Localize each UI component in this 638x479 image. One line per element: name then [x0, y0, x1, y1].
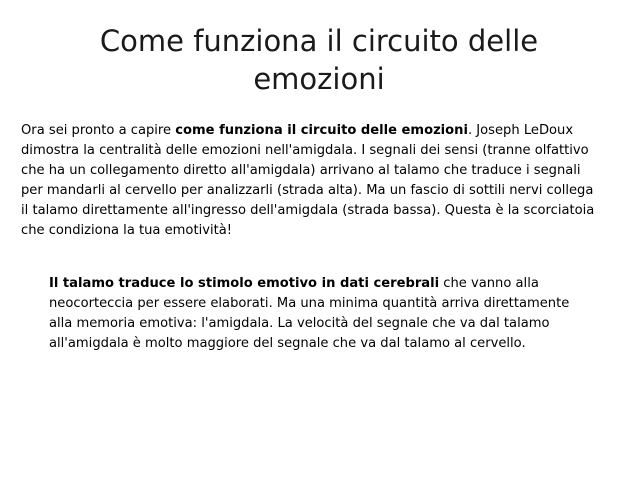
paragraph-1-intro: Ora sei pronto a capire [21, 123, 176, 138]
paragraph-1-bold: come funziona il circuito delle emozioni [175, 123, 468, 138]
paragraph-2-bold: Il talamo traduce lo stimolo emotivo in dati cerebrali [49, 276, 440, 291]
paragraph-2-body: che vanno alla neocorteccia per essere elaborati. Ma una minima quantità arriva direttamente alla memoria emotiva: l'amigdala. La velocità del segnale che va dal talamo all'amigdala è molto maggiore del segnale che va dal talamo al cervello. [49, 276, 570, 351]
slide-title: Come funziona il circuito delle emozioni [99, 24, 539, 96]
paragraph-1-body: . Joseph LeDoux dimostra la centralità delle emozioni nell'amigdala. I segnali dei sensi (tranne olfattivo che ha un collegamento diretto all'amigdala) arrivano al talamo che traduce i segnali per mandarli al cervello per analizzarli (strada alta). Ma un fascio di sottili nervi collega il talamo direttamente all'ingresso dell'amigdala (strada bassa). Questa è la scorciatoia che condiziona la tua emotività! [21, 123, 595, 238]
paragraph-talamo [49, 274, 589, 354]
paragraph-circuit-explanation [21, 121, 603, 241]
